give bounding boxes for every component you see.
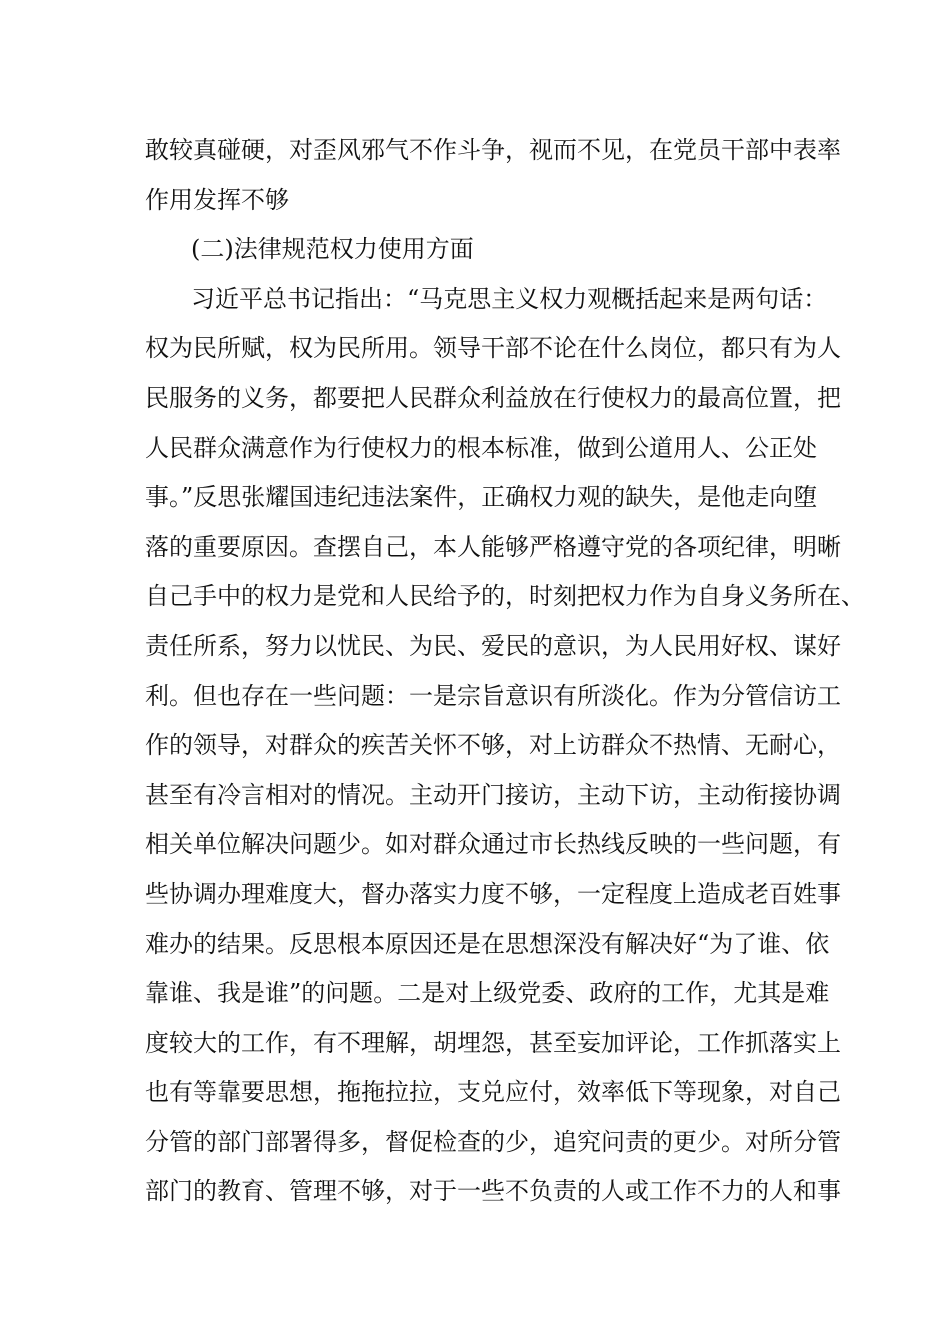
text-line: 甚至有冷言相对的情况。主动开门接访，主动下访，主动衔接协调: [145, 780, 841, 809]
text-line: 靠谁、我是谁”的问题。二是对上级党委、政府的工作，尤其是难: [145, 979, 830, 1008]
text-line: 也有等靠要思想，拖拖拉拉，支兑应付，效率低下等现象，对自己: [145, 1078, 841, 1107]
text-line: 人民群众满意作为行使权力的根本标准，做到公道用人、公正处: [145, 433, 817, 462]
text-line: 习近平总书记指出：“马克思主义权力观概括起来是两句话：: [191, 284, 828, 313]
text-line: 自己手中的权力是党和人民给予的，时刻把权力作为自身义务所在、: [145, 582, 865, 611]
text-line: 落的重要原因。查摆自己，本人能够严格遵守党的各项纪律，明晰: [145, 532, 841, 561]
text-line: 权为民所赋，权为民所用。领导干部不论在什么岗位，都只有为人: [145, 334, 841, 363]
text-line: 事。”反思张耀国违纪违法案件，正确权力观的缺失，是他走向堕: [145, 483, 818, 512]
text-line: 分管的部门部署得多，督促检查的少，追究问责的更少。对所分管: [145, 1127, 841, 1156]
section-heading: (二)法律规范权力使用方面: [191, 235, 474, 264]
body-text: [145, 126, 865, 1217]
text-line: 作用发挥不够: [145, 185, 289, 214]
text-line: 度较大的工作，有不理解，胡埋怨，甚至妄加评论，工作抓落实上: [145, 1028, 841, 1057]
text-line: 难办的结果。反思根本原因还是在思想深没有解决好“为了谁、依: [145, 929, 830, 958]
text-line: 作的领导，对群众的疾苦关怀不够，对上访群众不热情、无耐心，: [145, 731, 841, 760]
text-line: 些协调办理难度大，督办落实力度不够，一定程度上造成老百姓事: [145, 879, 841, 908]
text-line: 责任所系，努力以忧民、为民、爱民的意识，为人民用好权、谋好: [145, 631, 841, 660]
text-line: 民服务的义务，都要把人民群众利益放在行使权力的最高位置，把: [145, 383, 841, 412]
text-line: 相关单位解决问题少。如对群众通过市长热线反映的一些问题，有: [145, 830, 841, 859]
text-line: 利。但也存在一些问题：一是宗旨意识有所淡化。作为分管信访工: [145, 681, 841, 710]
text-line: 敢较真碰硬，对歪风邪气不作斗争，视而不见，在党员干部中表率: [145, 136, 841, 164]
text-line: 部门的教育、管理不够，对于一些不负责的人或工作不力的人和事: [145, 1177, 841, 1206]
